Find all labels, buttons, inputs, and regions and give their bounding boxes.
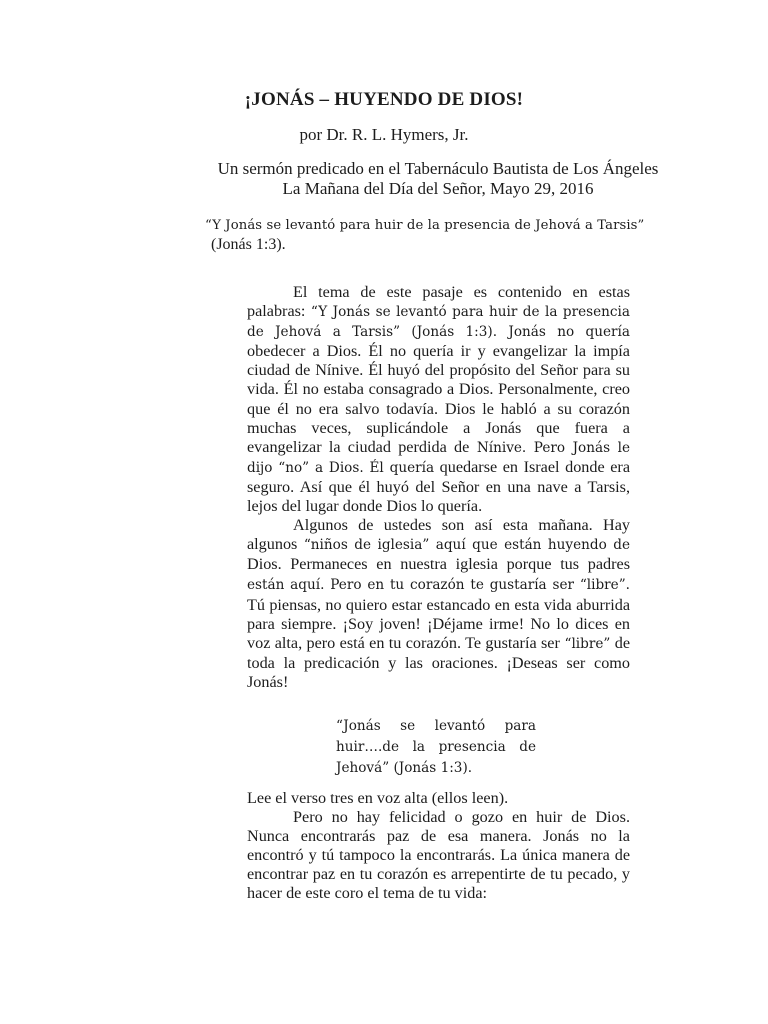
p1-scripture-quote-2: Nínive. Pero Jonás le dijo “no” a Dios. Él quería: [247, 439, 630, 476]
paragraph-1: [247, 283, 630, 516]
p1-text-3: quedarse en Israel donde era seguro. Así que él huyó del Señor en una nave a Tarsis, lejos del lugar donde Dios lo quería.: [247, 457, 631, 516]
p1-scripture-quote: “Y Jonás se levantó para huir de la presencia de Jehová a Tarsis” (Jonás 1:3). Jonás no quería: [247, 304, 630, 341]
subtitle-line-2: La Mañana del Día del Señor, Mayo 29, 2016: [282, 179, 594, 198]
sermon-body: [247, 283, 630, 692]
p2-text-2: Dios. Permaneces en nuestra iglesia porque tus padres: [247, 555, 630, 574]
epigraph-verse: “Y Jonás se levantó para huir de la presencia de Jehová a Tarsis”: [205, 218, 645, 233]
p2-text-3: Tú piensas, no quiero estar estancado en esta vida aburrida para siempre. ¡Soy joven! ¡Déjame irme! No lo dices en voz alta, pero está en tu corazón. Te gustaría ser: [247, 595, 630, 652]
sermon-subtitle: [0, 159, 768, 199]
p2-quote-2: están aquí. Pero en tu corazón te gustaría ser “libre”.: [247, 577, 630, 594]
paragraph-3: Lee el verso tres en voz alta (ellos leen).: [247, 789, 509, 807]
p2-text-4: de toda la predicación y las oraciones. ¡Deseas ser como Jonás!: [247, 633, 630, 691]
sermon-body-continued: [247, 789, 630, 904]
subtitle-line-1: Un sermón predicado en el Tabernáculo Bautista de Los Ángeles: [217, 159, 659, 178]
p1-text-2: obedecer a Dios. Él no quería ir y evangelizar la impía ciudad de Nínive. Él huyó del propósito del Señor para su vida. Él no estaba consagrado a Dios. Personalmente, creo que él no era salvo todavía. Dios le habló a su corazón muchas veces, suplicándole a Jonás que fuera a evangelizar la ciudad perdida de: [247, 342, 630, 456]
p1-text-1: El tema de este pasaje es contenido en estas palabras:: [247, 283, 630, 321]
p2-text-1: Algunos de ustedes son así esta mañana. Hay algunos: [247, 516, 630, 554]
block-quote: “Jonás se levantó para huir….de la presencia de Jehová” (Jonás 1:3).: [336, 718, 536, 776]
epigraph-reference: (Jonás 1:3).: [211, 236, 286, 253]
author-line: por Dr. R. L. Hymers, Jr.: [299, 125, 469, 144]
p2-quote-3: “libre”: [559, 635, 611, 652]
paragraph-4: Pero no hay felicidad o gozo en huir de Dios. Nunca encontrarás paz de esa manera. Jonás no la encontró y tú tampoco la encontrarás. La única manera de encontrar paz en tu corazón es arrepentirte de tu pecado, y hacer de este coro el tema de tu vida:: [247, 808, 630, 903]
paragraph-2: [247, 516, 630, 692]
epigraph: [205, 216, 675, 254]
p2-quote-1: “niños de iglesia” aquí que están huyendo de: [297, 537, 630, 554]
sermon-title: ¡JONÁS – HUYENDO DE DIOS!: [244, 89, 524, 110]
